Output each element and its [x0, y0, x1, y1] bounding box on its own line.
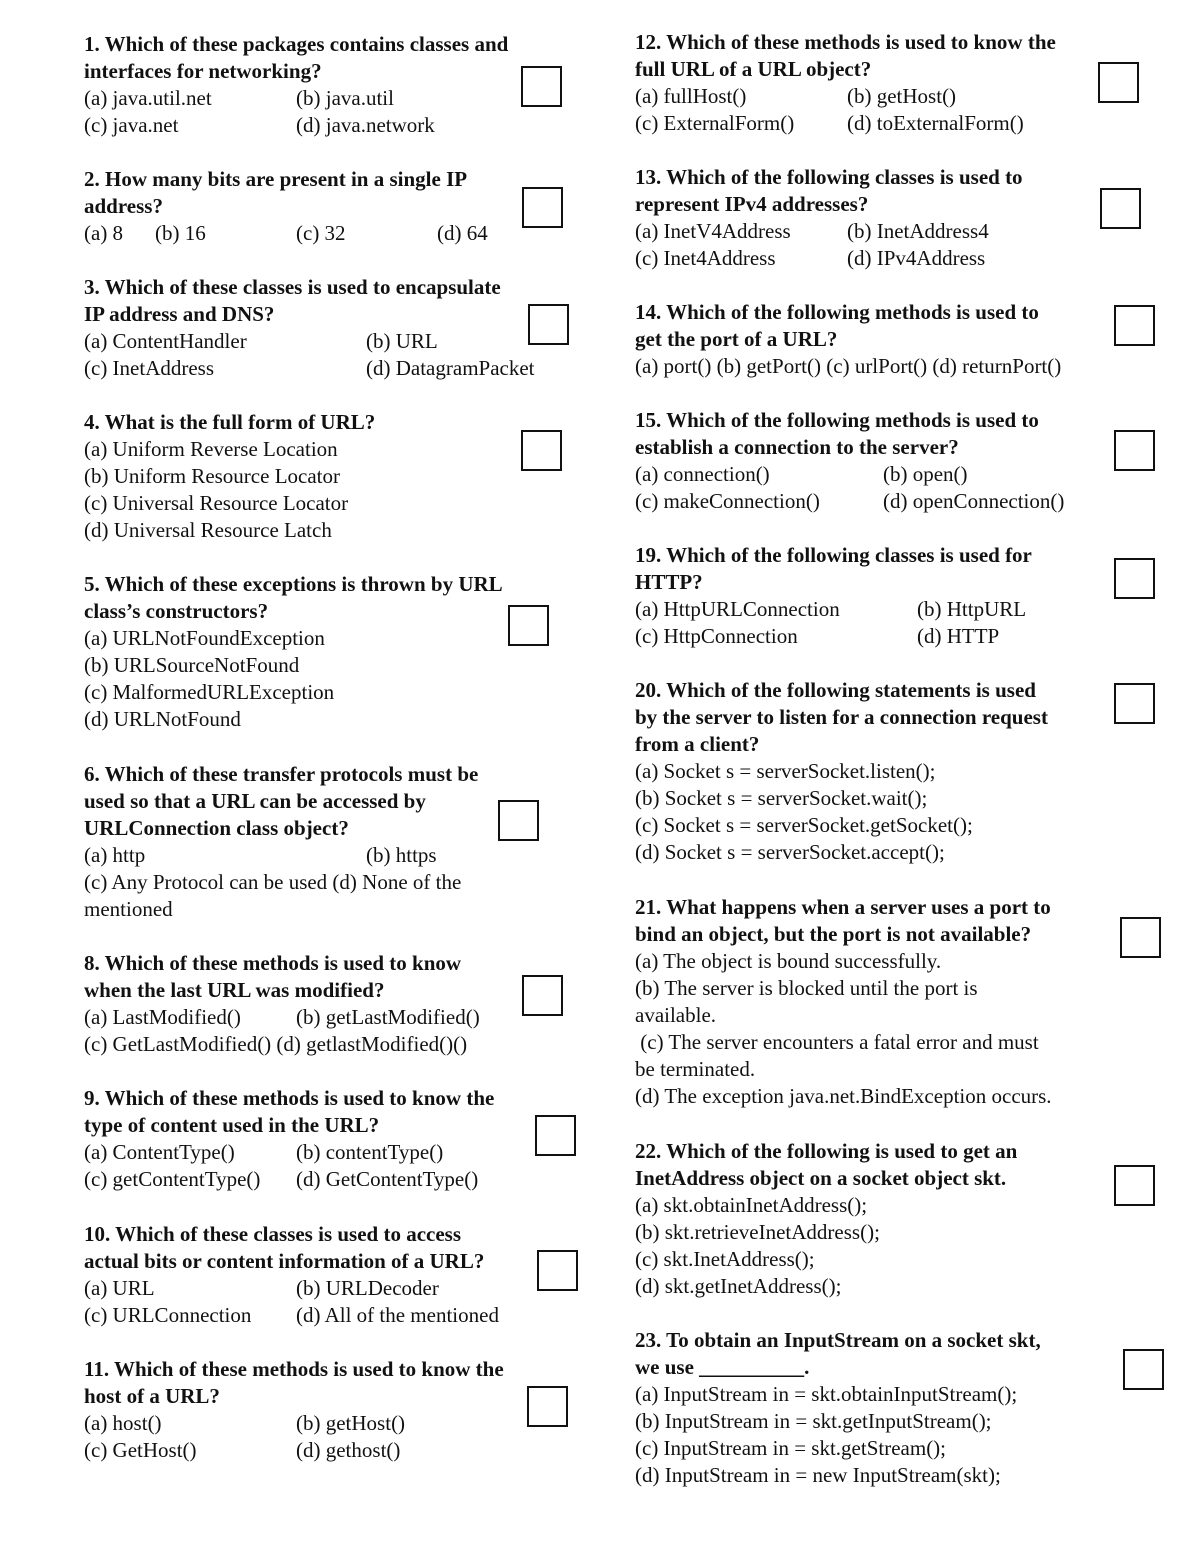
- question-title-line: 8. Which of these methods is used to know: [84, 951, 462, 975]
- question-title-line: 15. Which of the following methods is used to: [635, 408, 1039, 432]
- question-title: [635, 894, 1051, 948]
- option-row: [84, 842, 478, 869]
- answer-option: (b) getHost(): [296, 1411, 406, 1435]
- option-row: [635, 461, 1039, 488]
- question-15: [635, 407, 1065, 515]
- question-8: [84, 950, 480, 1058]
- option-row: [635, 488, 1065, 515]
- answer-options: [635, 83, 1056, 137]
- question-title-line: we use __________.: [635, 1355, 810, 1379]
- answer-options: [635, 353, 1062, 380]
- option-row: [635, 1381, 1041, 1408]
- answer-option: (b) java.util: [296, 86, 394, 110]
- answer-option: (a) The object is bound successfully.: [635, 949, 942, 973]
- question-title-line: 13. Which of the following classes is used to: [635, 165, 1023, 189]
- answer-option: (b) Uniform Resource Locator: [84, 464, 340, 488]
- question-14: [635, 299, 1062, 380]
- answer-box[interactable]: [1114, 683, 1155, 724]
- answer-option: (a) fullHost(): [635, 84, 747, 108]
- option-row: [635, 218, 1023, 245]
- question-title-line: 4. What is the full form of URL?: [84, 410, 376, 434]
- question-title-line: 11. Which of these methods is used to know the: [84, 1357, 504, 1381]
- option-row: [84, 85, 508, 112]
- answer-option: (b) InetAddress4: [847, 219, 989, 243]
- option-row: [635, 1002, 1051, 1029]
- answer-box[interactable]: [498, 800, 539, 841]
- answer-option: (d) InputStream in = new InputStream(skt);: [635, 1463, 1001, 1487]
- question-title-line: 12. Which of these methods is used to know the: [635, 30, 1056, 54]
- option-row: [635, 785, 1048, 812]
- option-row: [84, 112, 508, 139]
- answer-box[interactable]: [1100, 188, 1141, 229]
- answer-option: (c) Universal Resource Locator: [84, 491, 349, 515]
- question-4: [84, 409, 375, 544]
- answer-option: (c) Inet4Address: [635, 246, 776, 270]
- answer-option: (b) skt.retrieveInetAddress();: [635, 1220, 880, 1244]
- question-title-line: 3. Which of these classes is used to encapsulate: [84, 275, 501, 299]
- question-title-line: URLConnection class object?: [84, 816, 349, 840]
- option-row: [84, 463, 375, 490]
- question-3: [84, 274, 535, 382]
- question-20: [635, 677, 1048, 866]
- question-title: [635, 1138, 1017, 1192]
- answer-option: (d) Socket s = serverSocket.accept();: [635, 840, 945, 864]
- question-title: [84, 274, 501, 328]
- answer-option: (a) InetV4Address: [635, 219, 791, 243]
- answer-options: [635, 461, 1065, 515]
- option-row: [84, 517, 375, 544]
- option-row: [635, 623, 1032, 650]
- answer-option: (b) open(): [883, 462, 968, 486]
- option-row: [84, 896, 478, 923]
- answer-options: [84, 328, 535, 382]
- option-row: [84, 1004, 480, 1031]
- answer-box[interactable]: [527, 1386, 568, 1427]
- option-row: [84, 1437, 504, 1464]
- question-title-line: address?: [84, 194, 163, 218]
- answer-option: be terminated.: [635, 1057, 756, 1081]
- answer-options: [84, 220, 488, 247]
- answer-options: [84, 1410, 504, 1464]
- answer-option: (a) port() (b) getPort() (c) urlPort() (d) returnPort(): [635, 354, 1062, 378]
- answer-option: (b) The server is blocked until the port is: [635, 976, 978, 1000]
- answer-option: (b) InputStream in = skt.getInputStream();: [635, 1409, 992, 1433]
- option-row: [635, 839, 1048, 866]
- answer-option: (c) InputStream in = skt.getStream();: [635, 1436, 947, 1460]
- answer-option: (b) URLSourceNotFound: [84, 653, 300, 677]
- question-title-line: get the port of a URL?: [635, 327, 838, 351]
- answer-option: (c) MalformedURLException: [84, 680, 335, 704]
- option-row: [635, 975, 1051, 1002]
- question-title: [635, 1327, 1041, 1381]
- answer-options: [635, 1192, 1017, 1300]
- answer-option: (b) https: [366, 843, 437, 867]
- question-title-line: when the last URL was modified?: [84, 978, 385, 1002]
- option-row: [635, 1246, 1017, 1273]
- answer-option: available.: [635, 1003, 717, 1027]
- question-title-line: full URL of a URL object?: [635, 57, 872, 81]
- answer-options: [635, 758, 1048, 866]
- option-row: [84, 436, 375, 463]
- answer-option: (a) host(): [84, 1411, 162, 1435]
- question-title: [84, 761, 478, 842]
- option-row: [635, 812, 1048, 839]
- answer-options: [84, 1004, 480, 1058]
- question-title-line: 14. Which of the following methods is used to: [635, 300, 1039, 324]
- option-row: [84, 355, 535, 382]
- answer-box[interactable]: [537, 1250, 578, 1291]
- answer-option: (d) DatagramPacket: [366, 356, 535, 380]
- answer-option: (a) URL: [84, 1276, 155, 1300]
- answer-option: (c) GetLastModified() (d) getlastModified()(): [84, 1032, 468, 1056]
- answer-option: (a) HttpURLConnection: [635, 597, 840, 621]
- answer-option: (c) HttpConnection: [635, 624, 798, 648]
- question-title-line: 10. Which of these classes is used to access: [84, 1222, 462, 1246]
- answer-option: (d) HTTP: [917, 624, 1000, 648]
- question-5: [84, 571, 503, 733]
- option-row: [84, 1031, 468, 1058]
- question-10: [84, 1221, 499, 1329]
- answer-box[interactable]: [522, 975, 563, 1016]
- question-21: [635, 894, 1051, 1110]
- answer-option: (a) ContentHandler: [84, 329, 247, 353]
- question-title-line: actual bits or content information of a URL?: [84, 1249, 485, 1273]
- answer-option: (d) java.network: [296, 113, 435, 137]
- question-title-line: 19. Which of the following classes is used for: [635, 543, 1032, 567]
- option-row: [84, 652, 503, 679]
- answer-option: (c) InetAddress: [84, 356, 215, 380]
- answer-option: (c) skt.InetAddress();: [635, 1247, 815, 1271]
- question-title-line: used so that a URL can be accessed by: [84, 789, 426, 813]
- answer-box[interactable]: [1123, 1349, 1164, 1390]
- question-title: [84, 1085, 494, 1139]
- answer-option: (c) makeConnection(): [635, 489, 820, 513]
- answer-option: (a) Uniform Reverse Location: [84, 437, 338, 461]
- question-title-line: establish a connection to the server?: [635, 435, 959, 459]
- option-row: [635, 596, 1032, 623]
- question-title-line: from a client?: [635, 732, 760, 756]
- answer-option: (b) URL: [366, 329, 438, 353]
- question-19: [635, 542, 1032, 650]
- option-row: [84, 869, 478, 896]
- answer-options: [84, 842, 478, 923]
- answer-option: (a) URLNotFoundException: [84, 626, 325, 650]
- question-title-line: interfaces for networking?: [84, 59, 322, 83]
- question-13: [635, 164, 1023, 272]
- question-title-line: 22. Which of the following is used to get an: [635, 1139, 1018, 1163]
- question-title-line: by the server to listen for a connection request: [635, 705, 1048, 729]
- answer-options: [635, 596, 1032, 650]
- question-title-line: bind an object, but the port is not available?: [635, 922, 1032, 946]
- answer-option: (c) java.net: [84, 113, 179, 137]
- answer-options: [84, 625, 503, 733]
- answer-box[interactable]: [1114, 430, 1155, 471]
- answer-option: (b) contentType(): [296, 1140, 444, 1164]
- question-title-line: class’s constructors?: [84, 599, 269, 623]
- answer-option: (c) Socket s = serverSocket.getSocket();: [635, 813, 973, 837]
- question-23: [635, 1327, 1041, 1489]
- answer-option: (c) GetHost(): [84, 1438, 197, 1462]
- option-row: [635, 353, 1062, 380]
- question-title-line: type of content used in the URL?: [84, 1113, 380, 1137]
- question-2: [84, 166, 488, 247]
- option-row: [635, 110, 1056, 137]
- answer-option: (d) URLNotFound: [84, 707, 241, 731]
- question-title: [635, 407, 1039, 461]
- option-row: [84, 328, 501, 355]
- option-row: [635, 1056, 1051, 1083]
- option-row: [84, 1275, 484, 1302]
- question-9: [84, 1085, 494, 1193]
- question-title-line: IP address and DNS?: [84, 302, 275, 326]
- option-row: [635, 1083, 1051, 1110]
- answer-option: (a) Socket s = serverSocket.listen();: [635, 759, 936, 783]
- question-title: [635, 164, 1023, 218]
- option-row: [635, 948, 1051, 975]
- answer-option: (d) skt.getInetAddress();: [635, 1274, 842, 1298]
- answer-option: (d) IPv4Address: [847, 246, 986, 270]
- option-row: [84, 1410, 504, 1437]
- answer-options: [84, 1139, 494, 1193]
- answer-option: (c) The server encounters a fatal error and must: [635, 1030, 1039, 1054]
- question-title: [84, 1221, 484, 1275]
- answer-option: (c) ExternalForm(): [635, 111, 795, 135]
- option-row: [84, 706, 503, 733]
- question-11: [84, 1356, 504, 1464]
- answer-option: (c) 32: [296, 221, 346, 245]
- answer-option: (c) URLConnection: [84, 1303, 252, 1327]
- answer-options: [635, 948, 1051, 1110]
- question-title-line: InetAddress object on a socket object skt.: [635, 1166, 1007, 1190]
- answer-option: (d) Universal Resource Latch: [84, 518, 332, 542]
- answer-box[interactable]: [1098, 62, 1139, 103]
- answer-box[interactable]: [535, 1115, 576, 1156]
- question-title: [84, 31, 508, 85]
- answer-option: (b) HttpURL: [917, 597, 1027, 621]
- question-title-line: 20. Which of the following statements is used: [635, 678, 1036, 702]
- answer-option: (a) InputStream in = skt.obtainInputStream();: [635, 1382, 1018, 1406]
- answer-option: (b) URLDecoder: [296, 1276, 439, 1300]
- option-row: [635, 758, 1048, 785]
- answer-option: (a) skt.obtainInetAddress();: [635, 1193, 868, 1217]
- question-title: [84, 950, 461, 1004]
- answer-option: (d) gethost(): [296, 1438, 401, 1462]
- option-row: [84, 679, 503, 706]
- answer-box[interactable]: [1114, 558, 1155, 599]
- question-title-line: 23. To obtain an InputStream on a socket skt,: [635, 1328, 1041, 1352]
- option-row: [635, 1462, 1041, 1489]
- question-title-line: host of a URL?: [84, 1384, 220, 1408]
- option-row: [635, 1192, 1017, 1219]
- answer-options: [635, 1381, 1041, 1489]
- answer-option: (d) toExternalForm(): [847, 111, 1024, 135]
- answer-box[interactable]: [522, 187, 563, 228]
- question-1: [84, 31, 508, 139]
- option-row: [84, 1302, 499, 1329]
- answer-box[interactable]: [1114, 305, 1155, 346]
- answer-option: (d) 64: [437, 221, 488, 245]
- answer-option: (a) connection(): [635, 462, 770, 486]
- answer-options: [635, 218, 1023, 272]
- question-title-line: 5. Which of these exceptions is thrown by URL: [84, 572, 503, 596]
- answer-option: (d) All of the mentioned: [296, 1303, 499, 1327]
- answer-option: mentioned: [84, 897, 173, 921]
- answer-box[interactable]: [508, 605, 549, 646]
- question-title: [635, 542, 1032, 596]
- answer-option: (a) ContentType(): [84, 1140, 235, 1164]
- answer-box[interactable]: [1120, 917, 1161, 958]
- question-22: [635, 1138, 1017, 1300]
- option-row: [635, 83, 1056, 110]
- question-title: [84, 1356, 504, 1410]
- question-title-line: represent IPv4 addresses?: [635, 192, 869, 216]
- question-title: [84, 166, 467, 220]
- question-title-line: 2. How many bits are present in a single IP: [84, 167, 468, 191]
- option-row: [84, 220, 488, 247]
- answer-options: [84, 85, 508, 139]
- answer-option: (b) getHost(): [847, 84, 957, 108]
- option-row: [635, 1219, 1017, 1246]
- question-title: [84, 409, 375, 436]
- answer-option: (b) Socket s = serverSocket.wait();: [635, 786, 928, 810]
- answer-option: (b) getLastModified(): [296, 1005, 480, 1029]
- option-row: [84, 1139, 494, 1166]
- option-row: [635, 245, 1023, 272]
- answer-option: (d) The exception java.net.BindException occurs.: [635, 1084, 1052, 1108]
- question-12: [635, 29, 1056, 137]
- question-title-line: 9. Which of these methods is used to know the: [84, 1086, 495, 1110]
- question-title-line: HTTP?: [635, 570, 703, 594]
- answer-option: (a) java.util.net: [84, 86, 212, 110]
- question-title: [635, 29, 1056, 83]
- answer-options: [84, 1275, 499, 1329]
- answer-box[interactable]: [1114, 1165, 1155, 1206]
- question-6: [84, 761, 478, 923]
- option-row: [84, 625, 503, 652]
- answer-option: (a) 8: [84, 221, 124, 245]
- answer-option: (a) LastModified(): [84, 1005, 241, 1029]
- answer-option: (d) GetContentType(): [296, 1167, 479, 1191]
- option-row: [635, 1273, 1017, 1300]
- answer-options: [84, 436, 375, 544]
- question-title-line: 6. Which of these transfer protocols must be: [84, 762, 479, 786]
- answer-option: (c) Any Protocol can be used (d) None of the: [84, 870, 462, 894]
- question-title-line: 1. Which of these packages contains classes and: [84, 32, 509, 56]
- question-title: [635, 299, 1039, 353]
- answer-option: (b) 16: [155, 221, 206, 245]
- question-title: [84, 571, 503, 625]
- question-title-line: 21. What happens when a server uses a port to: [635, 895, 1051, 919]
- option-row: [84, 1166, 494, 1193]
- answer-option: (c) getContentType(): [84, 1167, 261, 1191]
- question-title: [635, 677, 1048, 758]
- option-row: [84, 490, 375, 517]
- answer-box[interactable]: [521, 430, 562, 471]
- answer-box[interactable]: [528, 304, 569, 345]
- option-row: [635, 1408, 1041, 1435]
- option-row: [635, 1435, 1041, 1462]
- answer-option: (a) http: [84, 843, 146, 867]
- answer-box[interactable]: [521, 66, 562, 107]
- option-row: [635, 1029, 1051, 1056]
- answer-option: (d) openConnection(): [883, 489, 1065, 513]
